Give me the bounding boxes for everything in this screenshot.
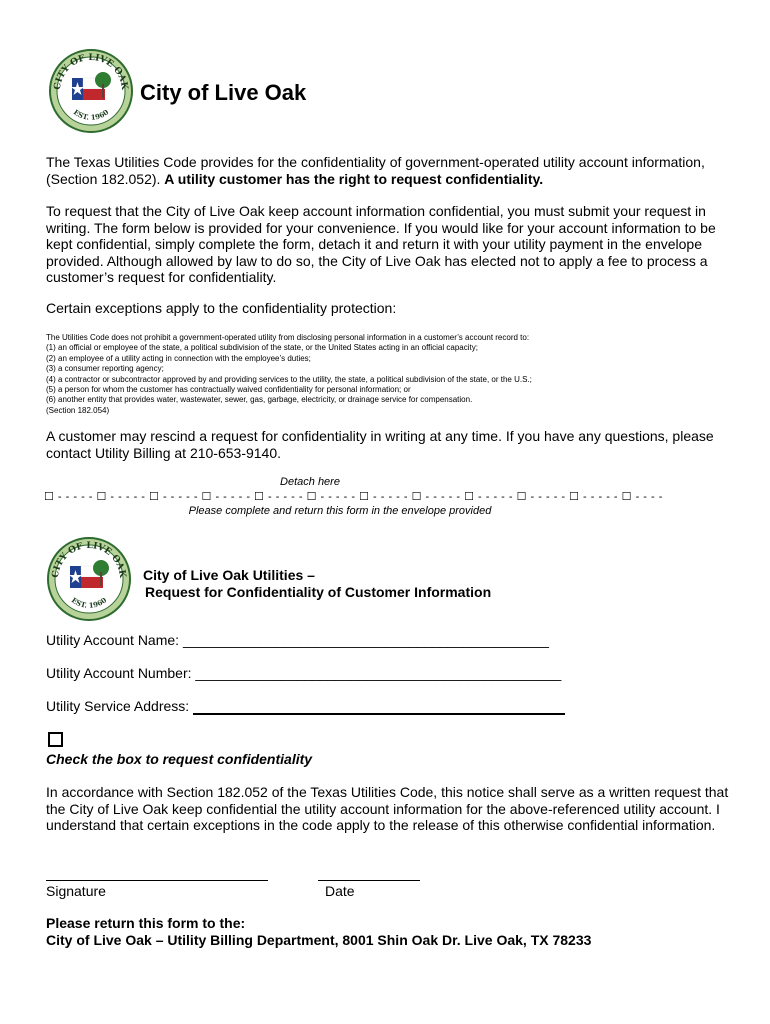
checkbox-label: Check the box to request confidentiality [46, 751, 313, 767]
intro-paragraph [46, 154, 726, 187]
account-name-field[interactable] [46, 632, 549, 649]
exceptions-heading: Certain exceptions apply to the confidentiality protection: [46, 300, 397, 316]
exception-item: (5) a person for whom the customer has contractually waived confidentiality for personal information; or [46, 385, 411, 395]
exception-item: (6) another entity that provides water, wastewater, sewer, gas, garbage, electricity, or drainage service for compensation. [46, 395, 473, 405]
intro-bold-text: A utility customer has the right to request confidentiality. [164, 170, 544, 187]
svg-text:CITY OF LIVE OAK: CITY OF LIVE OAK [50, 540, 128, 579]
form-title-line1: City of Live Oak Utilities – [143, 567, 315, 583]
signature-line[interactable] [46, 880, 268, 881]
exceptions-list [46, 333, 746, 416]
service-address-input[interactable] [193, 699, 565, 715]
account-name-input[interactable]: _______________________________________________ [182, 632, 549, 648]
exception-item: (4) a contractor or subcontractor approved by and providing services to the utility, the state, a political subdivision of the state, or the U.S.; [46, 374, 532, 384]
confidentiality-statement: In accordance with Section 182.052 of the Texas Utilities Code, this notice shall serve as a written request that the City of Live Oak keep confidential the utility account information for the above-referenced utility account. I understand that certain exceptions in the code apply to the release of this otherwise confidential information. [46, 784, 729, 833]
account-name-label: Utility Account Name: [46, 632, 183, 648]
svg-text:EST. 1960: EST. 1960 [71, 107, 111, 122]
service-address-label: Utility Service Address: [46, 698, 190, 714]
detach-instruction: Please complete and return this form in the envelope provided [188, 505, 492, 517]
return-address: City of Live Oak – Utility Billing Department, 8001 Shin Oak Dr. Live Oak, TX 78233 [46, 932, 592, 948]
city-seal-logo [48, 48, 134, 134]
rescind-paragraph: A customer may rescind a request for confidentiality in writing at any time. If you have any questions, please contact Utility Billing at 210-653-9140. [46, 428, 714, 461]
service-address-field[interactable] [46, 698, 565, 715]
account-number-input[interactable]: _______________________________________________ [195, 665, 562, 681]
exception-item: (2) an employee of a utility acting in connection with the employee’s duties; [46, 353, 311, 363]
detach-label: Detach here [280, 476, 340, 488]
form-title-line2: Request for Confidentiality of Customer Information [145, 584, 492, 600]
organization-title: City of Live Oak [140, 80, 307, 105]
signature-label: Signature [46, 883, 106, 899]
exception-item: (1) an official or employee of the state, a political subdivision of the state, or the United States acting in an official capacity; [46, 343, 478, 353]
detach-dashed-line: ☐ - - - - - ☐ - - - - - ☐ - - - - - ☐ - - - - - ☐ - - - - - ☐ - - - - - ☐ - - - - - ☐ - - - - - ☐ - - - - - ☐ - - - - - ☐ - - - - - ☐ - - - - [44, 491, 663, 503]
city-seal-logo-form [46, 536, 132, 622]
date-line[interactable] [318, 880, 420, 881]
svg-text:EST. 1960: EST. 1960 [69, 595, 109, 610]
intro-text: The Texas Utilities Code provides for the confidentiality of government-operated utility account information, (Section 182.052). [46, 154, 705, 187]
account-number-field[interactable] [46, 665, 561, 682]
return-heading: Please return this form to the: [46, 915, 246, 931]
exception-item: (3) a consumer reporting agency; [46, 364, 164, 374]
confidentiality-checkbox[interactable] [48, 732, 63, 747]
exception-item: The Utilities Code does not prohibit a government-operated utility from disclosing personal information in a customer’s account record to: [46, 333, 530, 342]
svg-text:CITY OF LIVE OAK: CITY OF LIVE OAK [52, 52, 130, 91]
account-number-label: Utility Account Number: [46, 665, 196, 681]
date-label: Date [325, 883, 355, 899]
exception-item: (Section 182.054) [46, 405, 110, 415]
request-instructions: To request that the City of Live Oak keep account information confidential, you must submit your request in writing. The form below is provided for your convenience. If you would like for your account information to be kept confidential, simply complete the form, detach it and return it with your utility payment in the envelope provided. Although allowed by law to do so, the City of Live Oak has elected not to apply a fee to process a customer’s request for confidentiality. [46, 203, 716, 285]
